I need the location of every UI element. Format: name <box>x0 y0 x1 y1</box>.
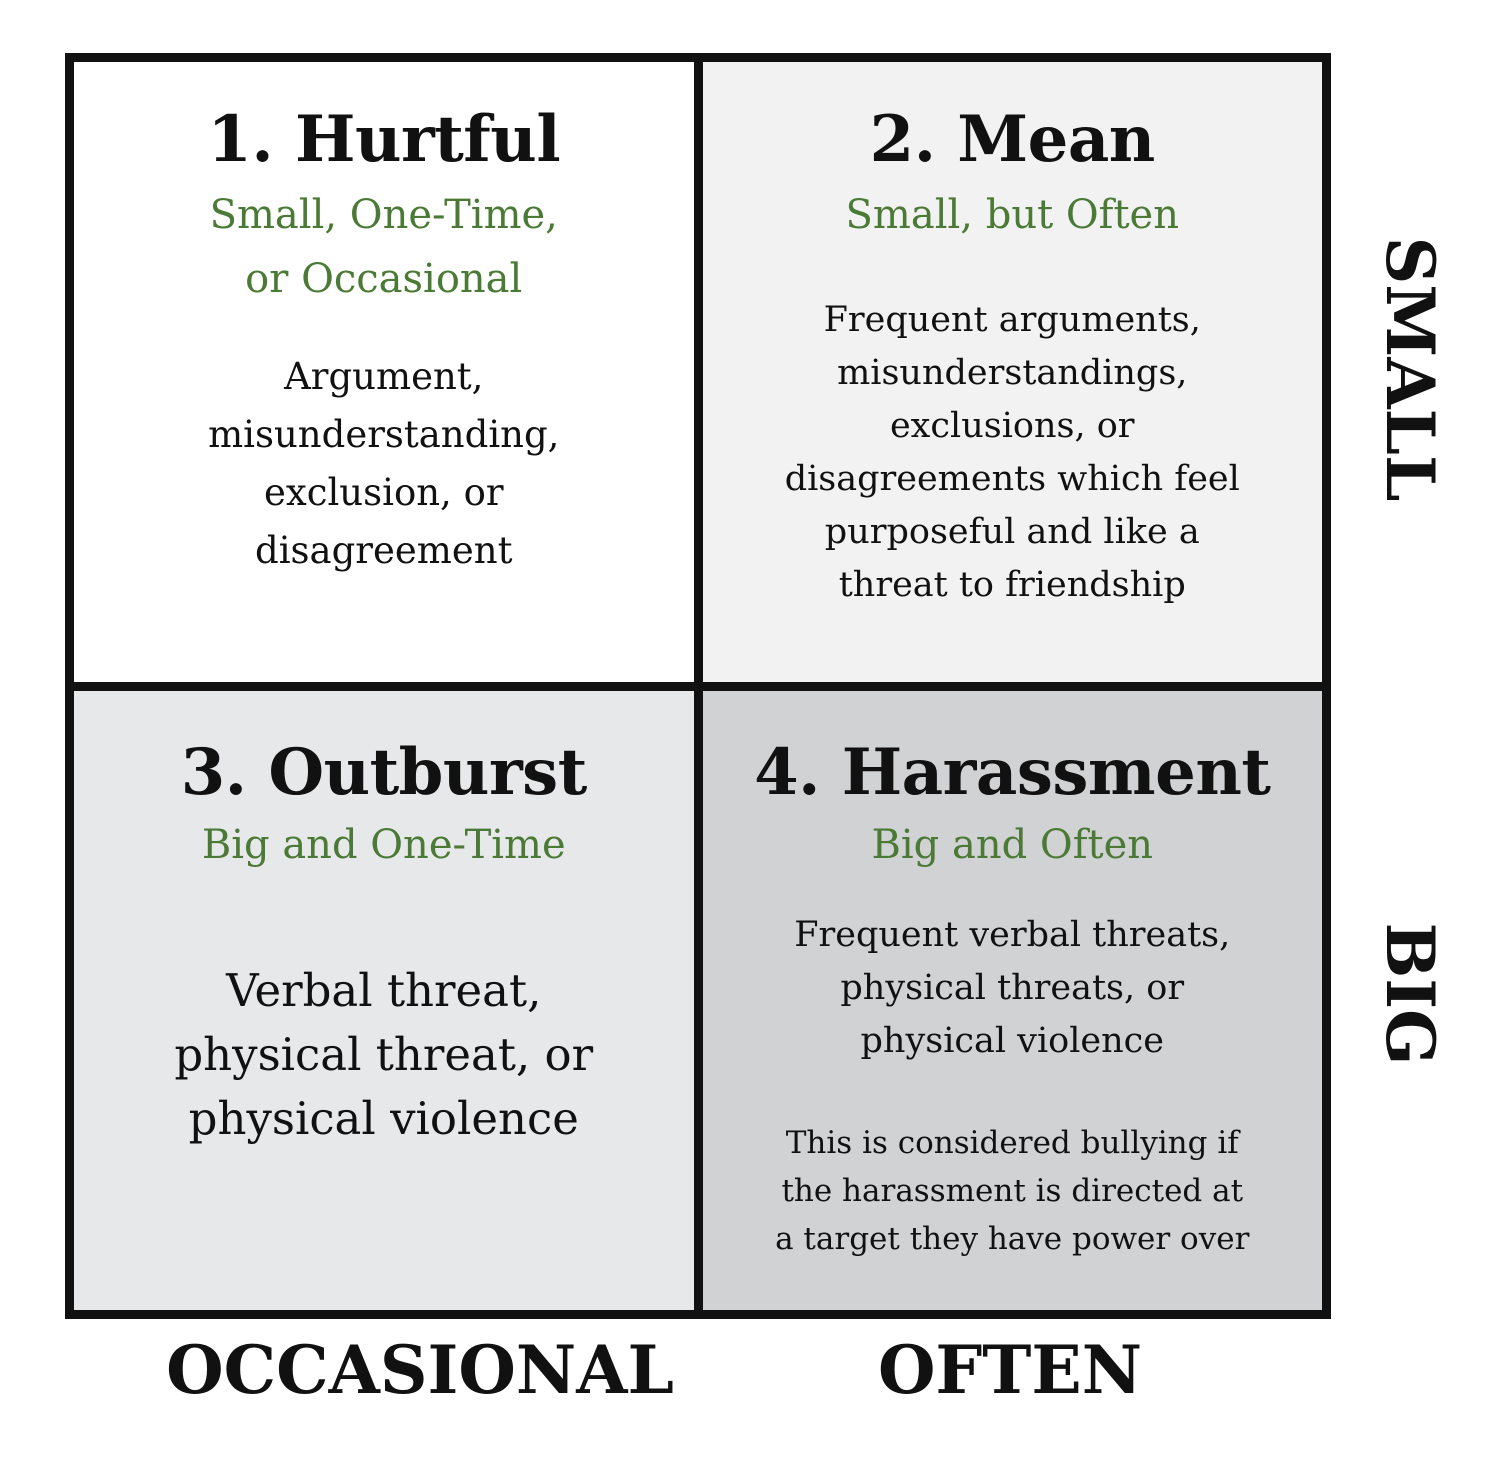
note-line: the harassment is directed at <box>781 1172 1244 1209</box>
description-line: threat to friendship <box>838 565 1186 605</box>
col-label-occasional: OCCASIONAL <box>166 1331 674 1409</box>
description-line: Verbal threat, <box>226 963 542 1017</box>
quadrant-harassment <box>703 691 1323 1311</box>
description-line: misunderstandings, <box>837 353 1188 393</box>
quadrant-subtitle <box>703 183 1323 247</box>
quadrant-hurtful <box>74 62 694 682</box>
quadrant-note <box>703 1119 1323 1263</box>
quadrant-description <box>74 348 694 580</box>
note-line: a target they have power over <box>775 1220 1250 1257</box>
quadrant-subtitle <box>74 813 694 877</box>
description-line: purposeful and like a <box>824 512 1200 552</box>
quadrant-subtitle <box>703 813 1323 877</box>
subtitle-line: Small, One-Time, <box>209 192 558 238</box>
subtitle-line: or Occasional <box>245 256 523 302</box>
row-label-big: BIG <box>1371 922 1449 1066</box>
quadrant-title: 2. Mean <box>869 102 1155 177</box>
quadrant-mean <box>703 62 1323 682</box>
col-label-often: OFTEN <box>877 1331 1143 1409</box>
quadrant-title: 3. Outburst <box>180 734 587 810</box>
quadrant-title: 1. Hurtful <box>207 102 561 177</box>
subtitle-line: Big and One-Time <box>201 821 566 868</box>
quadrant-subtitle <box>74 183 694 311</box>
row-label-small: SMALL <box>1371 236 1449 502</box>
note-line: This is considered bullying if <box>785 1124 1239 1161</box>
description-line: physical threats, or <box>840 967 1185 1008</box>
quadrant-title: 4. Harassment <box>754 734 1271 810</box>
description-line: Argument, <box>284 355 484 398</box>
subtitle-line: Big and Often <box>871 821 1154 868</box>
description-line: exclusions, or <box>889 406 1135 446</box>
description-line: disagreement <box>255 529 513 572</box>
quadrant-description <box>703 909 1323 1068</box>
description-line: physical threat, or <box>174 1027 594 1081</box>
quadrant-description <box>703 294 1323 612</box>
description-line: Frequent verbal threats, <box>794 914 1231 955</box>
quadrant-grid <box>65 53 1331 1319</box>
subtitle-line: Small, but Often <box>845 192 1179 238</box>
description-line: physical violence <box>188 1091 579 1145</box>
description-line: exclusion, or <box>263 471 504 514</box>
description-line: misunderstanding, <box>208 413 560 456</box>
quadrant-description <box>74 959 694 1151</box>
description-line: disagreements which feel <box>784 459 1240 499</box>
description-line: physical violence <box>860 1020 1164 1061</box>
description-line: Frequent arguments, <box>823 300 1201 340</box>
quadrant-outburst <box>74 691 694 1311</box>
